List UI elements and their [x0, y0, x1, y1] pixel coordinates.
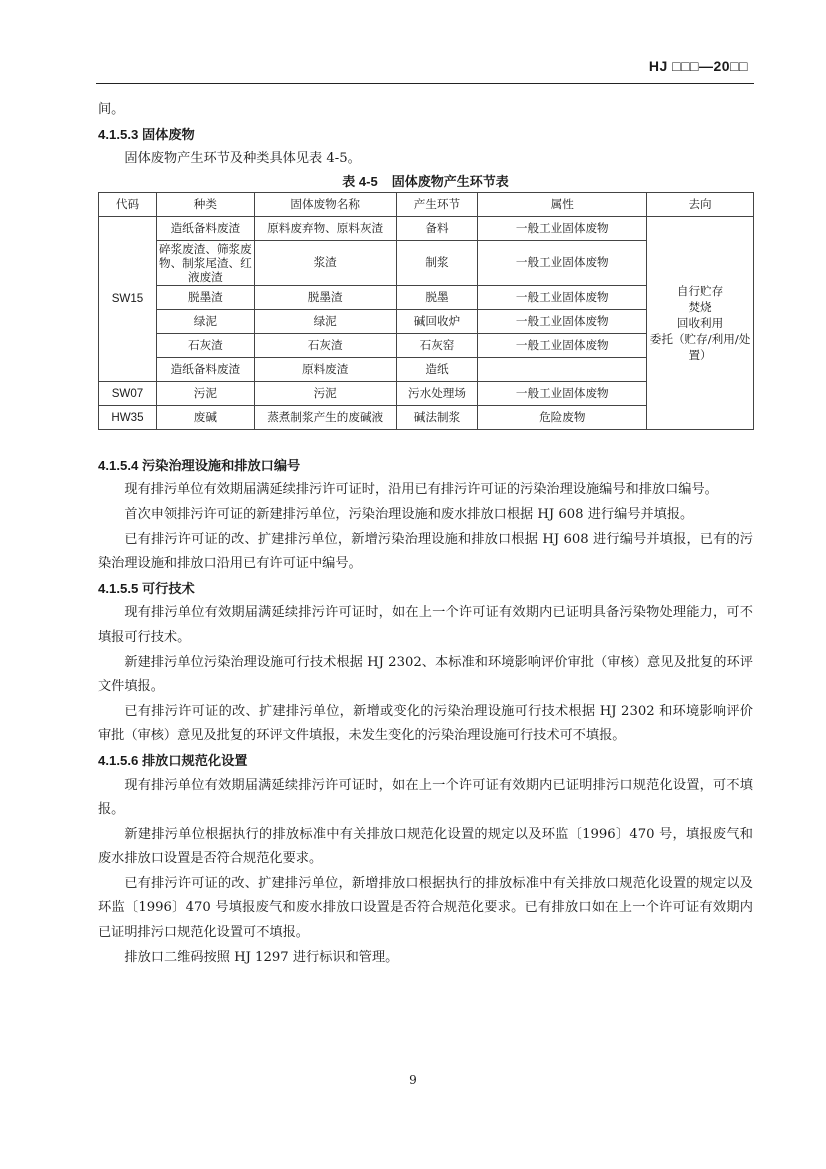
section-heading: 4.1.5.4 污染治理设施和排放口编号 — [98, 457, 301, 473]
page-number: 9 — [409, 1073, 417, 1087]
paragraph: 现有排污单位有效期届满延续排污许可证时，如在上一个许可证有效期内已证明排污口规范化设置，可不填报。 — [98, 777, 753, 818]
name-cell: 脱墨渣 — [254, 285, 396, 309]
name-cell: 绿泥 — [254, 309, 396, 333]
solid-waste-table — [98, 192, 754, 430]
type-cell: 造纸备料废渣 — [156, 216, 254, 240]
name-cell: 污泥 — [254, 381, 396, 405]
table-caption-number: 表 4-5 — [342, 173, 378, 189]
stage-cell: 脱墨 — [396, 285, 478, 309]
section-heading: 4.1.5.6 排放口规范化设置 — [98, 752, 248, 768]
type-cell: 造纸备料废渣 — [156, 357, 254, 381]
stage-cell: 备料 — [396, 216, 478, 240]
table-caption-title: 固体废物产生环节表 — [391, 173, 509, 189]
paragraph: 新建排污单位根据执行的排放标准中有关排放口规范化设置的规定以及环监〔1996〕470 号，填报废气和废水排放口设置是否符合规范化要求。 — [98, 826, 753, 867]
attribute-cell: 危险废物 — [478, 405, 647, 429]
name-cell: 石灰渣 — [254, 333, 396, 357]
paragraph: 已有排污许可证的改、扩建排污单位，新增排放口根据执行的排放标准中有关排放口规范化设置的规定以及环监〔1996〕470 号填报废气和废水排放口设置是否符合规范化要求。已有排放口如在上一个许可证有效期内已证明排污口规范化设置可不填报。 — [98, 875, 753, 941]
name-cell: 原料废弃物、原料灰渣 — [254, 216, 396, 240]
paragraph: 固体废物产生环节及种类具体见表 4-5。 — [124, 151, 361, 167]
paragraph: 排放口二维码按照 HJ 1297 进行标识和管理。 — [124, 949, 399, 965]
paragraph: 现有排污单位有效期届满延续排污许可证时，沿用已有排污许可证的污染治理设施编号和排放口编号。 — [124, 482, 718, 498]
attribute-cell: 一般工业固体废物 — [478, 309, 647, 333]
stage-cell: 制浆 — [396, 240, 478, 285]
attribute-cell: 一般工业固体废物 — [478, 240, 647, 285]
name-cell: 蒸煮制浆产生的废碱液 — [254, 405, 396, 429]
lead-text: 间。 — [98, 102, 125, 117]
paragraph: 已有排污许可证的改、扩建排污单位，新增污染治理设施和排放口根据 HJ 608 进行编号并填报，已有的污染治理设施和排放口沿用已有许可证中编号。 — [98, 531, 753, 572]
code-cell: SW07 — [99, 381, 157, 405]
attribute-cell: 一般工业固体废物 — [478, 333, 647, 357]
type-cell: 废碱 — [156, 405, 254, 429]
name-cell: 原料废渣 — [254, 357, 396, 381]
type-cell: 碎浆废渣、筛浆废物、制浆尾渣、红液废渣 — [156, 240, 254, 285]
stage-cell: 碱回收炉 — [396, 309, 478, 333]
table-caption — [98, 172, 753, 192]
page-body — [98, 98, 753, 970]
header-rule — [96, 83, 754, 84]
type-cell: 绿泥 — [156, 309, 254, 333]
type-cell: 石灰渣 — [156, 333, 254, 357]
stage-cell: 污水处理场 — [396, 381, 478, 405]
type-cell: 脱墨渣 — [156, 285, 254, 309]
attribute-cell: 一般工业固体废物 — [478, 216, 647, 240]
stage-cell: 造纸 — [396, 357, 478, 381]
table-header-row — [99, 192, 754, 216]
section-heading: 4.1.5.3 固体废物 — [98, 126, 195, 142]
attribute-cell: 一般工业固体废物 — [478, 285, 647, 309]
destination-cell: 自行贮存 焚烧 回收利用 委托（贮存/利用/处置） — [647, 216, 754, 429]
code-cell: SW15 — [99, 216, 157, 381]
attribute-cell: 一般工业固体废物 — [478, 381, 647, 405]
header-cell: 固体废物名称 — [254, 192, 396, 216]
type-cell: 污泥 — [156, 381, 254, 405]
paragraph: 已有排污许可证的改、扩建排污单位，新增或变化的污染治理设施可行技术根据 HJ 2302 和环境影响评价审批（审核）意见及批复的环评文件填报，未发生变化的污染治理设施可行技术可不填报。 — [98, 703, 753, 744]
header-cell: 产生环节 — [396, 192, 478, 216]
stage-cell: 碱法制浆 — [396, 405, 478, 429]
table-row — [99, 216, 754, 240]
spacer — [98, 430, 753, 454]
header-cell: 种类 — [156, 192, 254, 216]
header-cell: 去向 — [647, 192, 754, 216]
code-cell: HW35 — [99, 405, 157, 429]
name-cell: 浆渣 — [254, 240, 396, 285]
paragraph: 新建排污单位污染治理设施可行技术根据 HJ 2302、本标准和环境影响评价审批（审核）意见及批复的环评文件填报。 — [98, 654, 753, 695]
header-cell: 代码 — [99, 192, 157, 216]
paragraph: 首次申领排污许可证的新建排污单位，污染治理设施和废水排放口根据 HJ 608 进行编号并填报。 — [124, 506, 694, 522]
section-heading: 4.1.5.5 可行技术 — [98, 580, 195, 596]
header-cell: 属性 — [478, 192, 647, 216]
attribute-cell — [478, 357, 647, 381]
document-code: HJ □□□—20□□ — [648, 58, 748, 74]
paragraph: 现有排污单位有效期届满延续排污许可证时，如在上一个许可证有效期内已证明具备污染物处理能力，可不填报可行技术。 — [98, 605, 753, 645]
stage-cell: 石灰窑 — [396, 333, 478, 357]
